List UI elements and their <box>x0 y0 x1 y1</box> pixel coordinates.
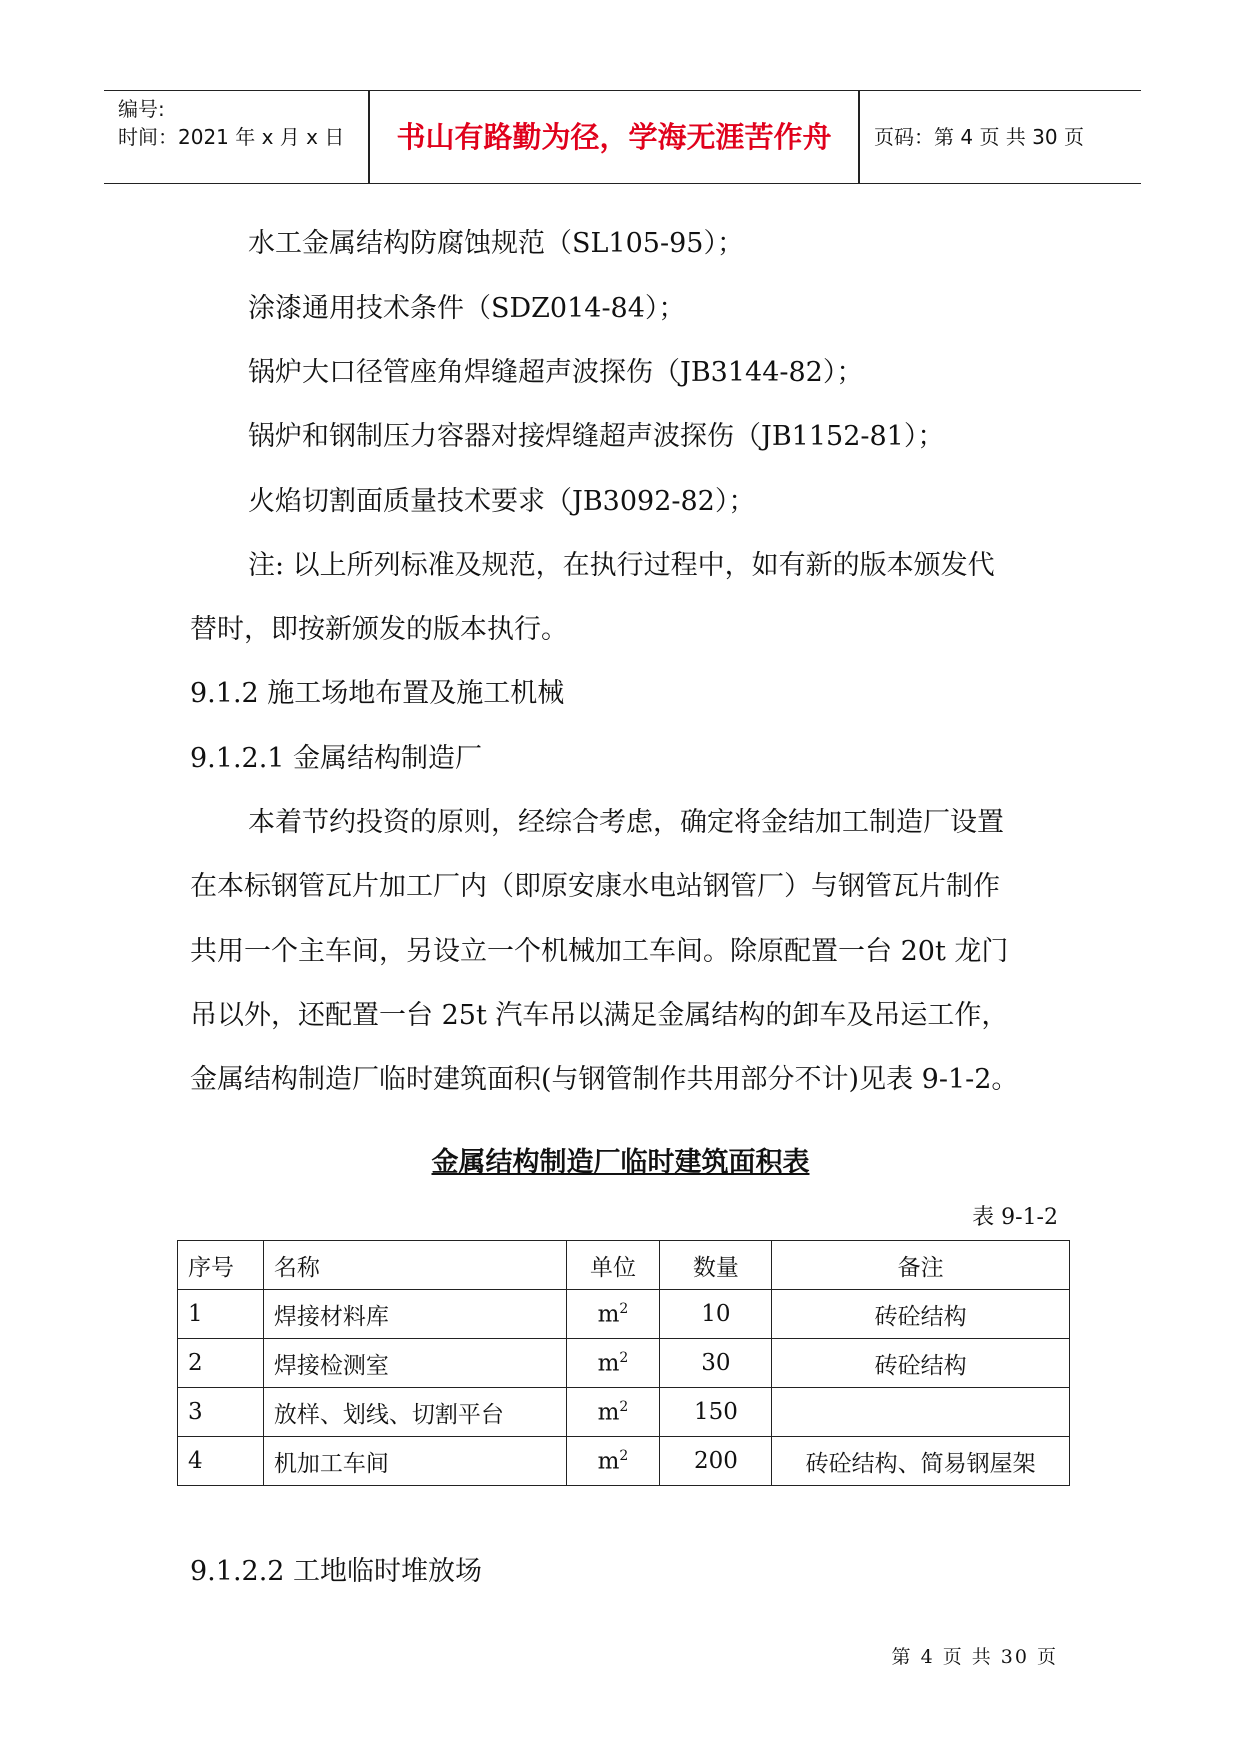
subsection-heading: 9.1.2.1 金属结构制造厂 <box>190 743 483 774</box>
row-unit: $m^2$ <box>566 1339 660 1388</box>
note-text: 注: 以上所列标准及规范，在执行过程中，如有新的版本颁发代 <box>248 550 995 581</box>
row-unit: $m^2$ <box>566 1388 660 1437</box>
row-number: 2 <box>178 1339 264 1388</box>
table-row <box>178 1437 1070 1486</box>
paragraph-line: 金属结构制造厂临时建筑面积(与钢管制作共用部分不计)见表 9-1-2。 <box>190 1064 1019 1095</box>
table-header-row <box>178 1241 1070 1290</box>
paragraph-line: 本着节约投资的原则，经综合考虑，确定将金结加工制造厂设置 <box>248 807 1004 838</box>
row-number: 3 <box>178 1388 264 1437</box>
row-number: 1 <box>178 1290 264 1339</box>
row-note <box>772 1388 1070 1437</box>
table-header-cell: 序号 <box>178 1241 264 1290</box>
standard-item: 火焰切割面质量技术要求（JB3092-82）； <box>248 486 756 517</box>
row-note: 砖砼结构、简易钢屋架 <box>772 1437 1070 1486</box>
row-note: 砖砼结构 <box>772 1339 1070 1388</box>
paragraph-line: 吊以外，还配置一台 25t 汽车吊以满足金属结构的卸车及吊运工作， <box>190 1000 1009 1031</box>
paragraph-line: 在本标钢管瓦片加工厂内（即原安康水电站钢管厂）与钢管瓦片制作 <box>190 871 1000 902</box>
table-header-cell: 名称 <box>263 1241 566 1290</box>
table-row <box>178 1388 1070 1437</box>
header-motto: 书山有路勤为径，学海无涯苦作舟 <box>396 120 832 154</box>
row-quantity: 30 <box>660 1339 772 1388</box>
standard-item: 锅炉大口径管座角焊缝超声波探伤（JB3144-82）； <box>248 357 864 388</box>
paragraph-line: 共用一个主车间，另设立一个机械加工车间。除原配置一台 20t 龙门 <box>190 936 1009 967</box>
row-quantity: 150 <box>660 1388 772 1437</box>
header-page-label: 页码：第 4 页 共 30 页 <box>874 125 1084 149</box>
document-date-label: 时间：2021 年 x 月 x 日 <box>118 125 345 149</box>
standard-item: 涂漆通用技术条件（SDZ014-84）； <box>248 293 686 324</box>
header-meta <box>118 95 368 151</box>
standard-item: 水工金属结构防腐蚀规范（SL105-95）； <box>248 228 744 259</box>
row-quantity: 200 <box>660 1437 772 1486</box>
subsection-heading: 9.1.2.2 工地临时堆放场 <box>190 1556 483 1587</box>
row-name: 放样、划线、切割平台 <box>263 1388 566 1437</box>
table-title: 金属结构制造厂临时建筑面积表 <box>431 1147 810 1178</box>
standard-item: 锅炉和钢制压力容器对接焊缝超声波探伤（JB1152-81）； <box>248 421 945 452</box>
row-name: 焊接材料库 <box>263 1290 566 1339</box>
header-divider <box>858 91 860 183</box>
note-text: 替时，即按新颁发的版本执行。 <box>190 614 568 645</box>
page-footer: 第 4 页 共 30 页 <box>891 1646 1058 1668</box>
row-unit: $m^2$ <box>566 1290 660 1339</box>
row-quantity: 10 <box>660 1290 772 1339</box>
row-note: 砖砼结构 <box>772 1290 1070 1339</box>
page-header <box>104 90 1141 184</box>
row-unit: $m^2$ <box>566 1437 660 1486</box>
table-header-cell: 单位 <box>566 1241 660 1290</box>
document-number-label: 编号: <box>118 97 165 121</box>
row-name: 焊接检测室 <box>263 1339 566 1388</box>
table-row <box>178 1339 1070 1388</box>
building-area-table <box>177 1240 1070 1486</box>
section-heading: 9.1.2 施工场地布置及施工机械 <box>190 678 565 709</box>
row-number: 4 <box>178 1437 264 1486</box>
table-header-cell: 备注 <box>772 1241 1070 1290</box>
table-row <box>178 1290 1070 1339</box>
table-number: 表 9-1-2 <box>972 1205 1058 1230</box>
table-header-cell: 数量 <box>660 1241 772 1290</box>
row-name: 机加工车间 <box>263 1437 566 1486</box>
